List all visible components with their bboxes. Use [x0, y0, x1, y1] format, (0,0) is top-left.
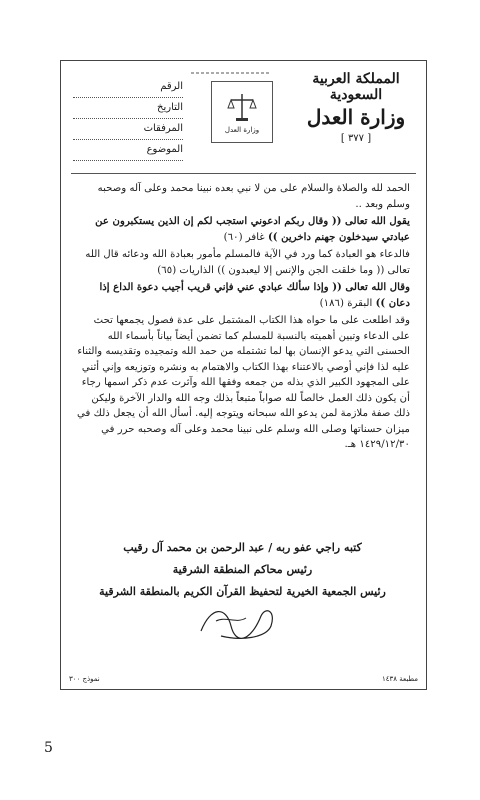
- header-divider: [71, 173, 416, 174]
- kingdom-title: المملكة العربية السعودية: [312, 71, 400, 103]
- verse-dhariyat-text: فالدعاء هو العبادة كما ورد في الآية فالمسلم مأمور بعبادة الله ودعائه قال الله تعالى (( وما خلقت الجن والإنس إلا ليعبدون )): [85, 249, 410, 276]
- verse-ghafir-ref: غافر (٦٠): [223, 231, 265, 243]
- form-number: نموذج ٣٠٠: [69, 675, 100, 683]
- verse-baqarah-text: وقال الله تعالى (( وإذا سألك عبادي عني فإني قريب أجيب دعوة الداع إذا دعان )): [99, 281, 410, 309]
- verse-dhariyat: [75, 247, 410, 278]
- letterhead-code: [ ٣٧٧ ]: [340, 133, 372, 144]
- verse-ghafir: [75, 214, 410, 245]
- field-subject: الموضوع: [73, 144, 183, 161]
- handwritten-signature: [191, 596, 281, 646]
- signatory-title-2: رئيس الجمعية الخيرية لتحفيظ القرآن الكريم بالمنطقة الشرقية: [99, 585, 386, 598]
- verse-baqarah-ref: البقرة (١٨٦): [319, 297, 373, 309]
- reference-fields: [73, 81, 183, 165]
- verse-baqarah: [75, 280, 410, 311]
- scales-icon: [225, 90, 259, 124]
- emblem-label: وزارة العدل: [224, 126, 260, 134]
- ministry-emblem: [211, 81, 273, 143]
- verse-dhariyat-ref: الذاريات (٦٥): [157, 264, 214, 276]
- letter-sheet: [60, 60, 427, 690]
- ministry-title: وزارة العدل: [306, 105, 406, 129]
- signatory-title-1: رئيس محاكم المنطقة الشرقية: [172, 563, 313, 576]
- ornament-line: [191, 70, 271, 76]
- verse-ghafir-text: يقول الله تعالى (( وقال ربكم ادعوني استجب لكم إن الذين يستكبرون عن عبادتي سيدخلون جهنم داخرين )): [95, 215, 410, 243]
- signatory-name: كتبه راجي عفو ربه / عبد الرحمن بن محمد آل رقيب: [123, 541, 362, 554]
- print-number: مطبعة ١٤٣٨: [381, 675, 418, 683]
- field-date: التاريخ: [73, 102, 183, 119]
- field-number: الرقم: [73, 81, 183, 98]
- seal-top-line: [191, 69, 271, 79]
- field-attachments: المرفقات: [73, 123, 183, 140]
- letterhead: [296, 71, 416, 144]
- opening-paragraph: الحمد لله والصلاة والسلام على من لا نبي بعده نبينا محمد وعلى آله وصحبه وسلم وبعد ..: [97, 183, 410, 210]
- endorsement-paragraph: وقد اطلعت على ما حواه هذا الكتاب المشتمل على عدة فصول يجمعها تحث على الدعاء وتبين أهميته بالنسبة للمسلم كما تضمن أيضاً بياناً بأسماء الله الحسنى التي يدعو الإنسان بها لما تشتمله من حمد الله وتمجيده وتقديسه والثناء عليه لذا فإني أوصي بالاعتناء بهذا الكتاب والاهتمام به ونشره وتوزيعه وإني أثني على المجهود الكبير الذي بذله من جمعه وفقها الله وآثرت عدم ذكر اسمها رجاء أن يكون ذلك العمل خالصاً لله صواباً متبعاً بذلك وجه الله والدار الآخرة وليكن ذلك صفة ملازمة لمن يدعو الله سبحانه ويتوجه إليه. أسأل الله أن يجعل ذلك في ميزان حسناتها وصلى الله وسلم على نبينا محمد وعلى آله وصحبه حرر في ١٤٢٩/١٢/٣٠ هـ.: [77, 315, 410, 450]
- page-number: 5: [44, 740, 53, 756]
- letter-body: [75, 181, 410, 455]
